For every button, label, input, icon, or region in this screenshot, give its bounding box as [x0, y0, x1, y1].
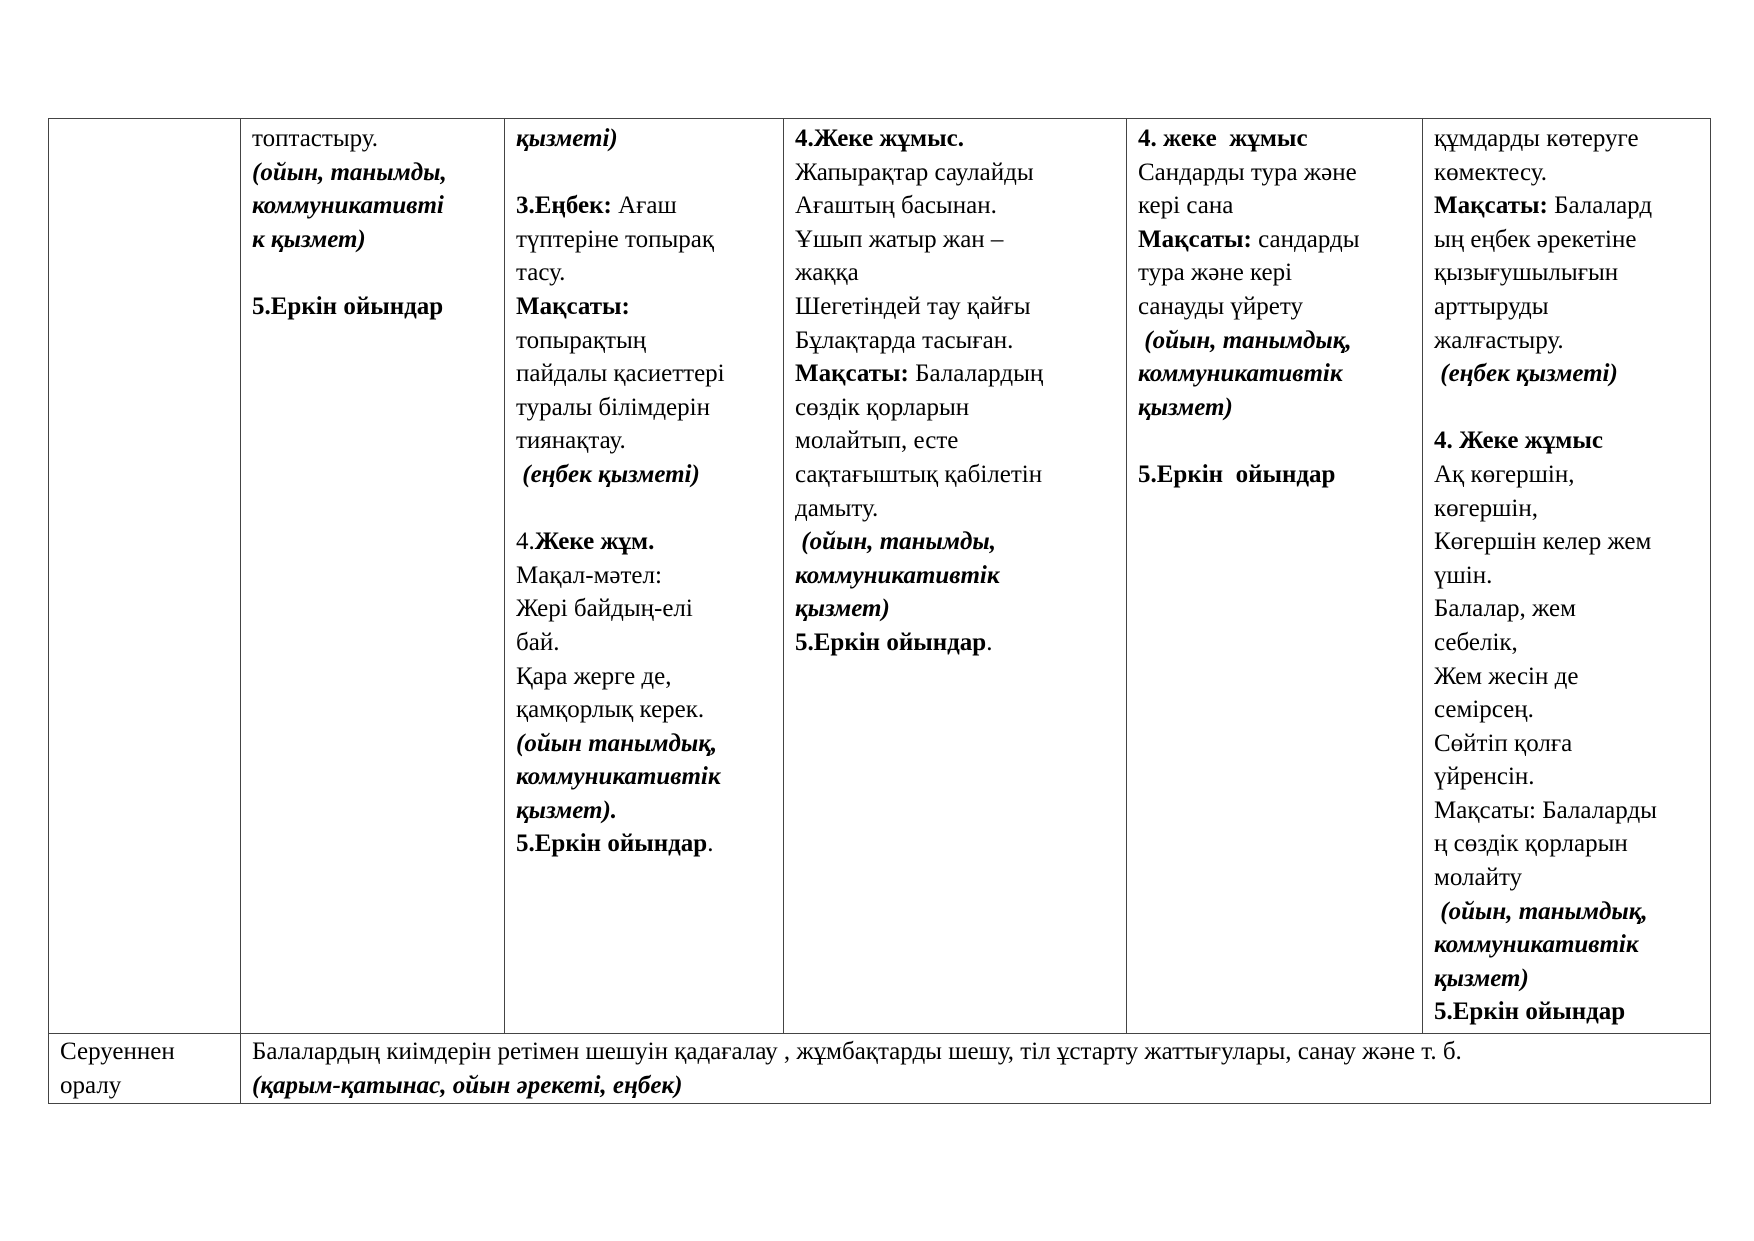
blank-line: [252, 256, 498, 290]
text-run: Мақсаты:: [1138, 225, 1252, 253]
text-line: [1138, 324, 1416, 358]
text-run: үйренсін.: [1434, 763, 1535, 791]
text-line: [795, 290, 1120, 324]
text-line: [1434, 895, 1704, 929]
text-run: туралы білімдерін: [516, 393, 710, 421]
text-run: коммуникативті: [252, 192, 444, 220]
text-line: [516, 827, 777, 861]
text-run: 5.Еркін ойындар: [795, 628, 987, 656]
text-line: [516, 223, 777, 257]
text-run: Балалардың: [908, 360, 1044, 388]
text-run: коммуникативтік: [516, 763, 721, 791]
text-line: [1434, 223, 1704, 257]
text-run: молайту: [1434, 864, 1523, 892]
text-run: қызметі): [516, 125, 618, 152]
text-line: [252, 156, 498, 190]
text-line: [516, 290, 777, 324]
text-run: пайдалы қасиеттері: [516, 360, 725, 388]
return-from-walk-description: [241, 1034, 1711, 1104]
text-line: [252, 1069, 1704, 1103]
text-run: Бұлақтарда тасыған.: [795, 326, 1014, 354]
text-line: [1138, 122, 1416, 156]
text-line: [795, 525, 1120, 559]
text-line: [1434, 693, 1704, 727]
text-line: [1434, 189, 1704, 223]
text-line: [252, 1035, 1704, 1069]
text-run: топырақтың: [516, 326, 647, 354]
text-run: 5.Еркін ойындар: [516, 830, 708, 858]
text-run: Ұшып жатыр жан –: [795, 225, 1004, 253]
text-run: (ойын, танымды,: [252, 158, 447, 186]
text-line: [516, 122, 777, 156]
text-run: (ойын, танымды,: [795, 528, 997, 556]
text-line: [1434, 559, 1704, 593]
text-run: бай.: [516, 628, 560, 656]
text-run: қызмет).: [516, 796, 618, 824]
text-run: Жем жесін де: [1434, 662, 1579, 690]
text-run: Қара жерге де,: [516, 662, 672, 690]
text-line: [795, 391, 1120, 425]
text-line: [516, 189, 777, 223]
text-run: 4. Жеке жұмыс: [1434, 427, 1603, 455]
text-line: [795, 424, 1120, 458]
text-run: себелік,: [1434, 628, 1518, 656]
text-line: [1434, 962, 1704, 996]
text-line: [795, 122, 1120, 156]
text-line: [795, 256, 1120, 290]
text-line: [1434, 156, 1704, 190]
text-run: коммуникативтік: [795, 561, 1000, 589]
text-line: [516, 559, 777, 593]
text-run: 3.Еңбек:: [516, 192, 612, 220]
text-line: [1138, 357, 1416, 391]
text-run: Ақ көгершін,: [1434, 460, 1575, 488]
text-run: Балалард: [1547, 192, 1653, 220]
text-line: [795, 626, 1120, 660]
text-line: [1434, 492, 1704, 526]
text-run: Балалар, жем: [1434, 595, 1576, 623]
text-line: [516, 794, 777, 828]
text-line: [1434, 357, 1704, 391]
text-run: 4.: [516, 528, 535, 556]
text-run: көгершін,: [1434, 494, 1538, 522]
text-run: топтастыру.: [252, 125, 379, 152]
text-run: Ағаштың басынан.: [795, 192, 997, 220]
text-run: қызмет): [1138, 393, 1233, 421]
text-line: [1434, 290, 1704, 324]
text-run: Мақал-мәтел:: [516, 561, 662, 589]
text-line: [516, 760, 777, 794]
text-run: санауды үйрету: [1138, 292, 1303, 320]
text-run: (қарым-қатынас, ойын әрекеті, еңбек): [252, 1071, 683, 1099]
text-line: [795, 324, 1120, 358]
text-line: [795, 223, 1120, 257]
text-run: қызығушылығын: [1434, 259, 1619, 287]
text-run: 4.Жеке жұмыс.: [795, 125, 964, 152]
text-run: Серуеннен: [60, 1038, 175, 1065]
text-run: Мақсаты: Балаларды: [1434, 796, 1657, 824]
text-line: [60, 1069, 234, 1103]
text-line: [795, 156, 1120, 190]
text-line: [1138, 189, 1416, 223]
text-line: [1138, 156, 1416, 190]
text-run: 5.Еркін ойындар: [1138, 460, 1336, 488]
text-line: [1434, 928, 1704, 962]
text-run: (ойын, танымдық,: [1138, 326, 1352, 354]
blank-line: [516, 156, 777, 190]
text-run: к қызмет): [252, 225, 366, 253]
text-line: [1138, 223, 1416, 257]
text-line: [795, 492, 1120, 526]
text-line: [1434, 324, 1704, 358]
row-label-cell: [49, 119, 241, 1034]
text-run: қызмет): [1434, 964, 1529, 992]
text-line: [1434, 727, 1704, 761]
text-line: [60, 1035, 234, 1069]
text-line: [1138, 290, 1416, 324]
text-run: 5.Еркін ойындар: [1434, 998, 1626, 1026]
text-line: [516, 324, 777, 358]
text-run: Көгершін келер жем: [1434, 528, 1652, 556]
text-line: [516, 458, 777, 492]
text-run: сақтағыштық қабілетін: [795, 460, 1043, 488]
text-run: .: [986, 628, 993, 656]
blank-line: [516, 492, 777, 526]
text-run: Мақсаты:: [1434, 192, 1548, 220]
text-line: [795, 592, 1120, 626]
text-line: [1138, 256, 1416, 290]
text-line: [516, 626, 777, 660]
text-run: тасу.: [516, 259, 566, 287]
table-cell-day-5: [1423, 119, 1711, 1034]
blank-line: [1434, 391, 1704, 425]
text-line: [516, 660, 777, 694]
text-run: қамқорлық керек.: [516, 696, 705, 724]
table-cell-day-3: [784, 119, 1127, 1034]
schedule-table: [48, 118, 1711, 1104]
text-run: жаққа: [795, 259, 859, 287]
text-line: [252, 290, 498, 324]
text-line: [252, 122, 498, 156]
text-run: қызмет): [795, 595, 890, 623]
table-cell-day-1: [241, 119, 505, 1034]
text-line: [1434, 525, 1704, 559]
table-cell-day-2: [505, 119, 784, 1034]
text-run: ң сөздік қорларын: [1434, 830, 1628, 858]
text-run: .: [707, 830, 714, 858]
text-line: [516, 357, 777, 391]
text-run: жалғастыру.: [1434, 326, 1564, 354]
text-run: арттыруды: [1434, 292, 1549, 320]
text-run: үшін.: [1434, 561, 1493, 589]
text-line: [516, 592, 777, 626]
text-run: тиянақтау.: [516, 427, 626, 455]
text-run: Сандарды тура және: [1138, 158, 1357, 186]
text-run: Сөйтіп қолға: [1434, 729, 1573, 757]
text-line: [1138, 391, 1416, 425]
text-line: [252, 223, 498, 257]
text-run: сандарды: [1251, 225, 1360, 253]
text-line: [795, 189, 1120, 223]
text-run: Ағаш: [611, 192, 677, 220]
text-line: [516, 424, 777, 458]
text-line: [1434, 827, 1704, 861]
text-run: (еңбек қызметі): [1434, 360, 1618, 388]
text-line: [795, 357, 1120, 391]
text-run: коммуникативтік: [1138, 360, 1343, 388]
table-row-walk-activities: [49, 119, 1711, 1034]
text-run: (ойын танымдық,: [516, 729, 718, 757]
text-line: [1138, 458, 1416, 492]
text-line: [516, 727, 777, 761]
text-run: Мақсаты:: [795, 360, 909, 388]
text-run: (еңбек қызметі): [516, 460, 700, 488]
table-row-return-from-walk: [49, 1034, 1711, 1104]
text-run: Жеке жұм.: [534, 528, 655, 556]
text-line: [1434, 256, 1704, 290]
text-run: тура және кері: [1138, 259, 1293, 287]
text-run: оралу: [60, 1071, 122, 1099]
text-run: Шегетіндей тау қайғы: [795, 292, 1031, 320]
text-run: ың еңбек әрекетіне: [1434, 225, 1637, 253]
text-run: (ойын, танымдық,: [1434, 897, 1648, 925]
text-line: [1434, 861, 1704, 895]
text-run: түптеріне топырақ: [516, 225, 715, 253]
text-run: семірсең.: [1434, 696, 1534, 724]
text-line: [795, 458, 1120, 492]
text-line: [1434, 424, 1704, 458]
text-run: коммуникативтік: [1434, 931, 1639, 959]
text-line: [1434, 122, 1704, 156]
text-run: Жері байдың-елі: [516, 595, 693, 623]
text-run: құмдарды көтеруге: [1434, 125, 1639, 152]
text-run: Жапырақтар саулайды: [795, 158, 1034, 186]
text-line: [252, 189, 498, 223]
table-cell-day-4: [1127, 119, 1423, 1034]
text-run: сөздік қорларын: [795, 393, 970, 421]
text-line: [1434, 592, 1704, 626]
text-line: [516, 256, 777, 290]
text-run: Мақсаты:: [516, 292, 630, 320]
text-run: кері сана: [1138, 192, 1234, 220]
text-line: [516, 525, 777, 559]
text-run: 5.Еркін ойындар: [252, 292, 444, 320]
text-run: молайтып, есте: [795, 427, 959, 455]
text-line: [795, 559, 1120, 593]
text-line: [1434, 660, 1704, 694]
text-line: [1434, 995, 1704, 1029]
text-line: [1434, 760, 1704, 794]
text-run: дамыту.: [795, 494, 879, 522]
text-line: [1434, 794, 1704, 828]
text-line: [516, 391, 777, 425]
text-run: Балалардың киімдерін ретімен шешуін қадағалау , жұмбақтарды шешу, тіл ұстарту жаттығулары, санау және т. б.: [252, 1038, 1462, 1065]
text-line: [1434, 626, 1704, 660]
text-run: көмектесу.: [1434, 158, 1548, 186]
text-line: [516, 693, 777, 727]
row-label-return-from-walk: [49, 1034, 241, 1104]
text-line: [1434, 458, 1704, 492]
text-run: 4. жеке жұмыс: [1138, 125, 1308, 152]
blank-line: [1138, 424, 1416, 458]
